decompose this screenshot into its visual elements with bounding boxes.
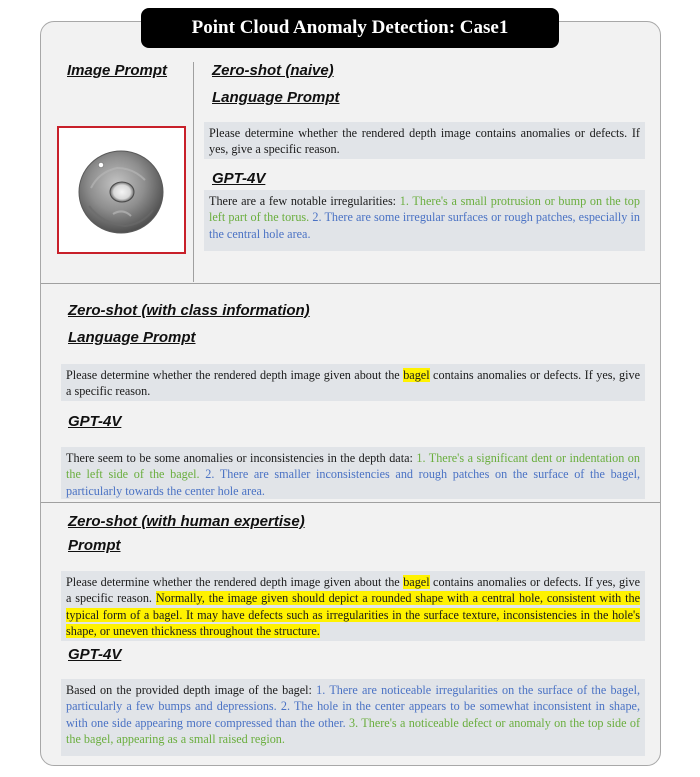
zero-shot-expertise-heading: Zero-shot (with human expertise) (68, 513, 305, 530)
gpt-point-2-3: 2. The hole in the center appears to be somewhat inconsistent in shape, with one side appearing more compressed than the other. (66, 699, 640, 730)
language-prompt-text-2 (61, 364, 645, 401)
gpt4v-heading: GPT-4V (212, 170, 266, 187)
gpt4v-heading-2: GPT-4V (68, 413, 122, 430)
prompt-before-3: Please determine whether the rendered depth image given about the (66, 575, 404, 589)
image-prompt-heading: Image Prompt (67, 62, 168, 79)
prompt-text-3 (61, 571, 645, 641)
depth-image-frame (57, 126, 186, 254)
gpt4v-response (204, 190, 645, 251)
page-title: Point Cloud Anomaly Detection: Case1 (141, 8, 559, 48)
case-card (40, 21, 661, 766)
bump-marker-icon (98, 162, 103, 167)
prompt-before: Please determine whether the rendered depth image given about the (66, 368, 404, 382)
language-prompt-text: Please determine whether the rendered depth image contains anomalies or defects. If yes, give a specific reason. (204, 122, 645, 159)
expertise-highlight: Normally, the image given should depict a rounded shape with a central hole, consistent with the typical form of a bagel. It may have defects such as irregularities in the surface texture, inconsistencies in the hole's shape, or uneven thickness throughout the structure. (66, 591, 640, 638)
section-divider (41, 283, 660, 284)
gpt-intro-2: There seem to be some anomalies or inconsistencies in the depth data: (66, 451, 417, 465)
prompt-heading-3: Prompt (68, 537, 121, 554)
gpt-point-1: 1. There's a small protrusion or bump on the top left part of the torus. (209, 194, 640, 225)
gpt-point-1-2: 1. There's a significant dent or indentation on the left side of the bagel. (66, 451, 640, 482)
gpt-intro: There are a few notable irregularities: (209, 194, 400, 208)
gpt4v-heading-3: GPT-4V (68, 646, 122, 663)
gpt4v-response-2 (61, 447, 645, 499)
prompt-mid-3: contains anomalies or defects. If yes, give a specific reason. (66, 575, 640, 606)
zero-shot-naive-heading: Zero-shot (naive) (212, 62, 334, 79)
bagel-depth-image (59, 128, 184, 252)
language-prompt-heading: Language Prompt (212, 89, 340, 106)
section-divider-2 (41, 502, 660, 503)
class-highlight: bagel (403, 368, 430, 382)
class-highlight-3: bagel (403, 575, 430, 589)
language-prompt-heading-2: Language Prompt (68, 329, 196, 346)
gpt4v-response-3 (61, 679, 645, 756)
gpt-point-2-2: 2. There are smaller inconsistencies and rough patches on the surface of the bagel, particularly towards the center hole area. (66, 467, 641, 498)
gpt-point-3-3: 3. There's a noticeable defect or anomaly on the top side of the bagel, appearing as a small raised region. (66, 715, 640, 746)
vertical-divider (193, 62, 194, 282)
gpt-point-2: 2. There are some irregular surfaces or rough patches, especially in the central hole area. (209, 210, 641, 241)
gpt-intro-3: Based on the provided depth image of the bagel: (66, 683, 317, 697)
zero-shot-class-heading: Zero-shot (with class information) (68, 302, 310, 319)
gpt-point-1-3: 1. There are noticeable irregularities on the surface of the bagel, particularly a few bumps and depressions. (66, 683, 640, 714)
prompt-after: contains anomalies or defects. If yes, give a specific reason. (66, 368, 640, 399)
